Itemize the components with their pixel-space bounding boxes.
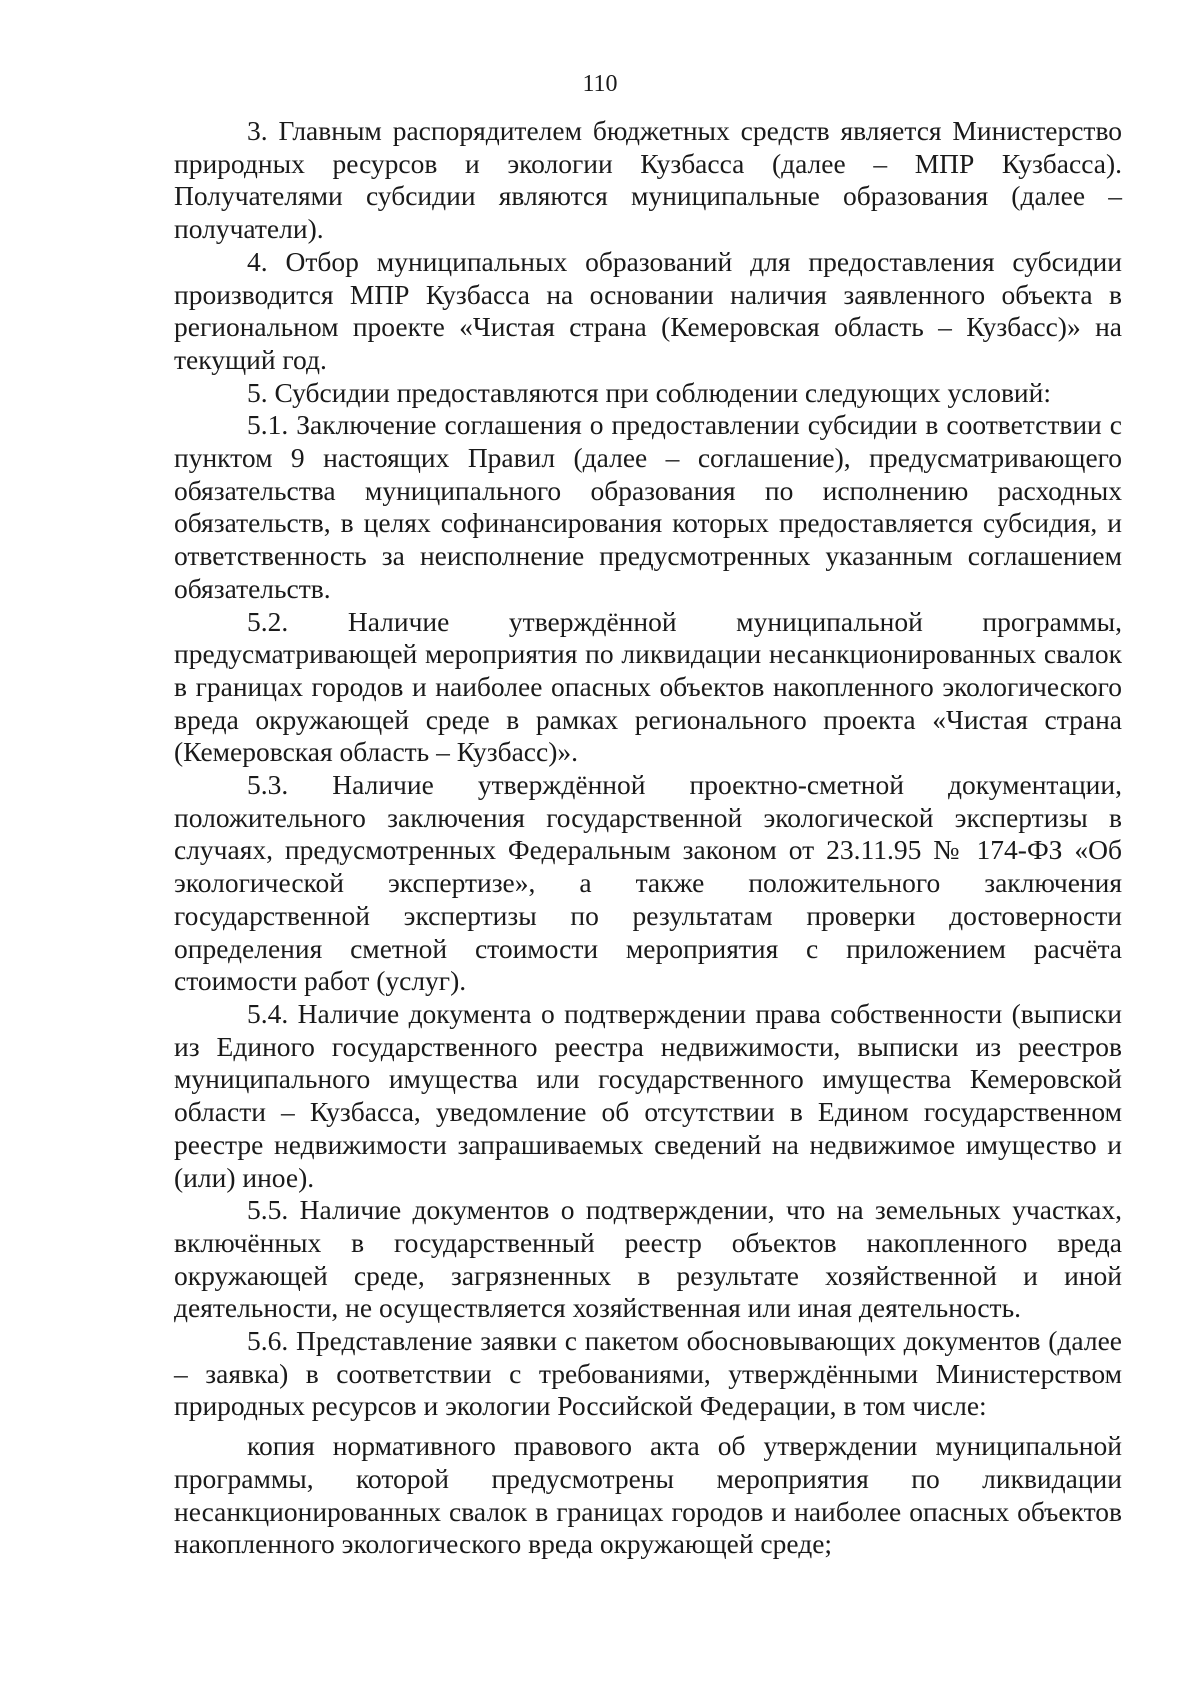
paragraph-5-4: 5.4. Наличие документа о подтверждении права собственности (выписки из Единого государственного реестра недвижимости, выписки из реестров муниципального имущества или государственного имущества Кемеровской области – Кузбасса, уведомление об отсутствии в Едином государственном реестре недвижимости запрашиваемых сведений на недвижимое имущество и (или) иное).	[174, 997, 1122, 1193]
paragraph-4: 4. Отбор муниципальных образований для предоставления субсидии производится МПР Кузбасса на основании наличия заявленного объекта в региональном проекте «Чистая страна (Кемеровская область – Кузбасс)» на текущий год.	[174, 245, 1122, 375]
paragraph-5-3: 5.3. Наличие утверждённой проектно-сметной документации, положительного заключения государственной экологической экспертизы в случаях, предусмотренных Федеральным законом от 23.11.95 № 174-ФЗ «Об экологической экспертизе», а также положительного заключения государственной экспертизы по результатам проверки достоверности определения сметной стоимости мероприятия с приложением расчёта стоимости работ (услуг).	[174, 769, 1122, 997]
paragraph-5: 5. Субсидии предоставляются при соблюдении следующих условий:	[247, 376, 1051, 408]
paragraph-5-5: 5.5. Наличие документов о подтверждении, что на земельных участках, включённых в государственный реестр объектов накопленного вреда окружающей среде, загрязненных в результате хозяйственной и иной деятельности, не осуществляется хозяйственная или иная деятельность.	[174, 1194, 1122, 1324]
paragraph-list-item-copy: копия нормативного правового акта об утверждении муниципальной программы, которой предусмотрены мероприятия по ликвидации несанкционированных свалок в границах городов и наиболее опасных объектов накопленного экологического вреда окружающей среде;	[174, 1430, 1122, 1560]
paragraph-5-6: 5.6. Представление заявки с пакетом обосновывающих документов (далее – заявка) в соответствии с требованиями, утверждёнными Министерством природных ресурсов и экологии Российской Федерации, в том числе:	[174, 1325, 1122, 1422]
paragraph-3: 3. Главным распорядителем бюджетных средств является Министерство природных ресурсов и экологии Кузбасса (далее – МПР Кузбасса). Получателями субсидии являются муниципальные образования (далее – получатели).	[174, 115, 1122, 245]
document-body	[174, 115, 1122, 1561]
paragraph-5-2: 5.2. Наличие утверждённой муниципальной программы, предусматривающей мероприятия по ликвидации несанкционированных свалок в границах городов и наиболее опасных объектов накопленного экологического вреда окружающей среде в рамках регионального проекта «Чистая страна (Кемеровская область – Кузбасс)».	[174, 605, 1122, 768]
paragraph-5-1: 5.1. Заключение соглашения о предоставлении субсидии в соответствии с пунктом 9 настоящих Правил (далее – соглашение), предусматривающего обязательства муниципального образования по исполнению расходных обязательств, в целях софинансирования которых предоставляется субсидия, и ответственность за неисполнение предусмотренных указанным соглашением обязательств.	[174, 409, 1122, 604]
page-number: 110	[582, 71, 618, 97]
